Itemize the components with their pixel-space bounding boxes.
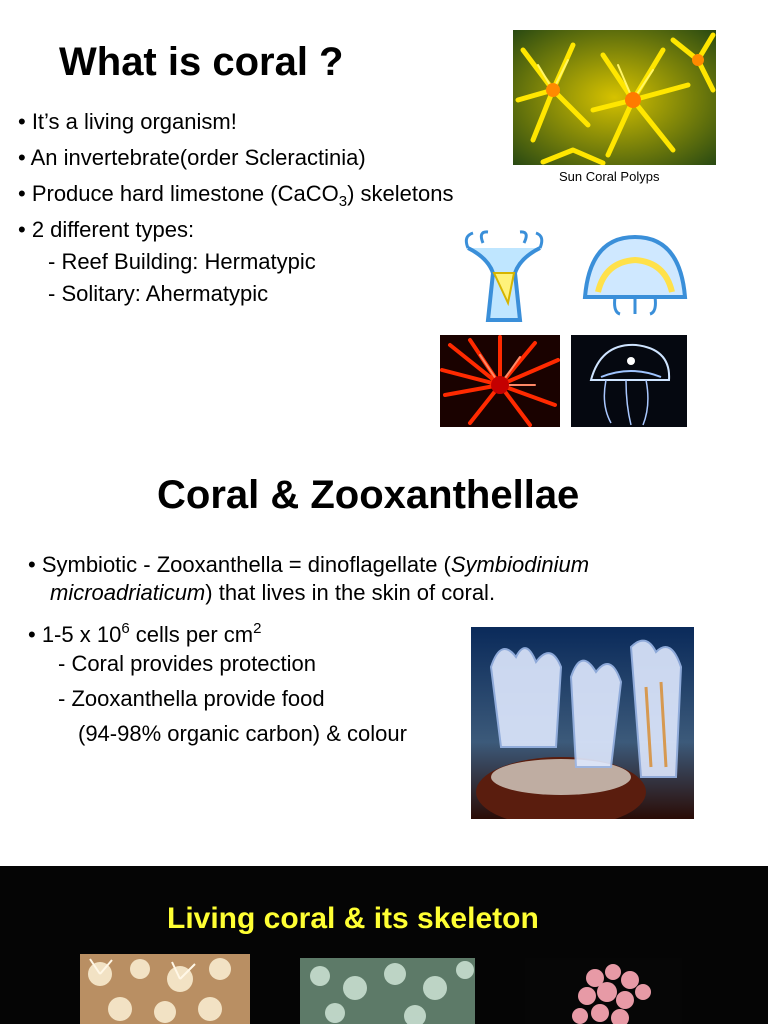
cells-mid: cells per cm xyxy=(129,622,254,647)
living-coral-photo-2 xyxy=(300,958,475,1024)
bullet-limestone-pre: • Produce hard limestone (CaCO xyxy=(18,181,339,206)
slide2-title: Coral & Zooxanthellae xyxy=(157,473,580,517)
sub-item-food: - Zooxanthella provide food xyxy=(58,686,325,711)
cells-pre: • 1-5 x 10 xyxy=(28,622,122,647)
photo-caption: Sun Coral Polyps xyxy=(559,169,660,184)
slide3-title: Living coral & its skeleton xyxy=(167,902,539,935)
bullet-symbiotic-cont xyxy=(50,576,495,610)
bullet-invertebrate: • An invertebrate(order Scleractinia) xyxy=(18,145,366,170)
slide1-title: What is coral ? xyxy=(59,40,344,84)
sub-item-ahermatypic: - Solitary: Ahermatypic xyxy=(48,281,269,306)
sun-coral-photo xyxy=(513,30,716,165)
subscript-3: 3 xyxy=(338,193,348,210)
medusa-diagram xyxy=(580,232,690,317)
red-polyp-photo xyxy=(440,335,560,427)
bullet-cells xyxy=(28,612,261,652)
bullet-limestone-post: ) skeletons xyxy=(347,181,454,206)
polyp-diagram xyxy=(448,228,560,328)
sub-item-hermatypic: - Reef Building: Hermatypic xyxy=(48,249,316,274)
sub-item-protection: - Coral provides protection xyxy=(58,651,317,676)
superscript-6: 6 xyxy=(121,620,130,637)
symbiotic-pre: • Symbiotic - Zooxanthella = dinoflagellate ( xyxy=(28,552,451,577)
zooxanthellae-photo xyxy=(471,627,694,819)
bullet-types: • 2 different types: xyxy=(18,217,195,242)
superscript-2: 2 xyxy=(253,620,262,637)
bullet-living-organism: • It’s a living organism! xyxy=(18,109,237,134)
coral-skeleton-photo xyxy=(525,958,682,1024)
symbiotic-italic-species: microadriaticum xyxy=(50,580,206,605)
symbiotic-italic-genus: Symbiodinium xyxy=(450,552,590,577)
jellyfish-photo xyxy=(571,335,687,427)
living-coral-photo-1 xyxy=(80,954,250,1024)
symbiotic-post: ) that lives in the skin of coral. xyxy=(205,580,496,605)
food-detail: (94-98% organic carbon) & colour xyxy=(78,721,407,746)
